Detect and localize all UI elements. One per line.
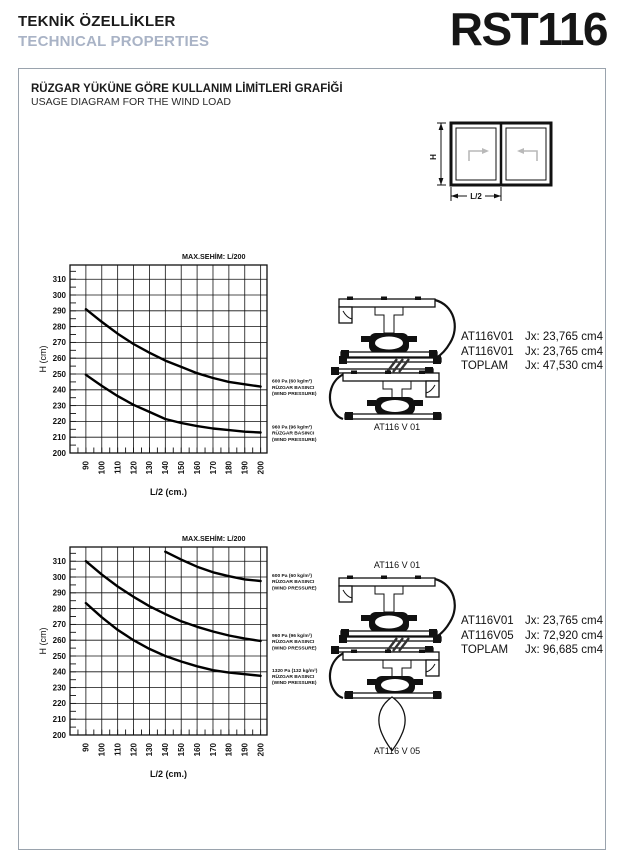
inertia-row bbox=[461, 330, 603, 345]
inertia-value: Jx: 23,765 cm4 bbox=[525, 615, 603, 627]
inertia-values-1 bbox=[461, 330, 603, 374]
svg-text:L/2 (cm.): L/2 (cm.) bbox=[149, 769, 188, 779]
inertia-row bbox=[461, 614, 603, 629]
wind-load-chart-2 bbox=[37, 531, 329, 783]
svg-text:960 Pa (96 kg/m²): 960 Pa (96 kg/m²) bbox=[272, 634, 312, 639]
svg-text:140: 140 bbox=[161, 743, 171, 757]
svg-text:180: 180 bbox=[224, 461, 234, 475]
svg-text:310: 310 bbox=[52, 557, 66, 567]
svg-text:RÜZGAR BASINCI: RÜZGAR BASINCI bbox=[272, 431, 315, 437]
svg-text:RÜZGAR BASINCI: RÜZGAR BASINCI bbox=[272, 674, 315, 680]
svg-text:280: 280 bbox=[52, 604, 66, 614]
svg-text:310: 310 bbox=[52, 275, 66, 285]
profile-code: AT116V01 bbox=[461, 345, 514, 358]
svg-text:(WIND PRESSURE): (WIND PRESSURE) bbox=[272, 681, 317, 687]
svg-text:H (cm): H (cm) bbox=[38, 627, 48, 655]
section-title-tr: RÜZGAR YÜKÜNE GÖRE KULLANIM LİMİTLERİ GRAFİĞİ bbox=[31, 83, 343, 95]
svg-text:300: 300 bbox=[52, 572, 66, 582]
profile-caption-1: AT116 V 01 bbox=[373, 422, 421, 432]
svg-text:200: 200 bbox=[256, 461, 266, 475]
svg-text:190: 190 bbox=[240, 461, 250, 475]
svg-text:(WIND PRESSURE): (WIND PRESSURE) bbox=[272, 437, 317, 443]
svg-text:RÜZGAR BASINCI: RÜZGAR BASINCI bbox=[272, 580, 315, 586]
svg-text:170: 170 bbox=[208, 461, 218, 475]
svg-text:190: 190 bbox=[240, 743, 250, 757]
profile-section-drawing-2 bbox=[327, 574, 467, 744]
svg-text:290: 290 bbox=[52, 588, 66, 598]
profile-caption-2-bottom: AT116 V 05 bbox=[373, 746, 421, 756]
svg-text:MAX.SEHİM: L/200: MAX.SEHİM: L/200 bbox=[182, 252, 246, 261]
svg-text:200: 200 bbox=[52, 730, 66, 740]
total-label: TOPLAM bbox=[461, 360, 509, 372]
svg-text:250: 250 bbox=[52, 651, 66, 661]
svg-text:120: 120 bbox=[129, 461, 139, 475]
window-schematic bbox=[429, 117, 563, 209]
svg-text:160: 160 bbox=[192, 461, 202, 475]
svg-text:100: 100 bbox=[97, 461, 107, 475]
svg-text:130: 130 bbox=[145, 461, 155, 475]
content-frame bbox=[18, 68, 606, 850]
svg-text:260: 260 bbox=[52, 636, 66, 646]
total-label: TOPLAM bbox=[461, 644, 509, 656]
svg-text:220: 220 bbox=[52, 699, 66, 709]
reinforcement-fin bbox=[379, 697, 405, 751]
svg-text:130: 130 bbox=[145, 743, 155, 757]
svg-text:270: 270 bbox=[52, 338, 66, 348]
profile-code: AT116V01 bbox=[461, 615, 514, 627]
profile-code: AT116V01 bbox=[461, 331, 514, 343]
svg-text:160: 160 bbox=[192, 743, 202, 757]
inertia-row bbox=[461, 629, 603, 644]
width-dimension-label: L/2 bbox=[470, 192, 482, 201]
svg-text:280: 280 bbox=[52, 322, 66, 332]
svg-text:RÜZGAR BASINCI: RÜZGAR BASINCI bbox=[272, 640, 315, 646]
svg-text:100: 100 bbox=[97, 743, 107, 757]
svg-text:600 Pa (60 kg/m²): 600 Pa (60 kg/m²) bbox=[272, 573, 312, 579]
profile-section-drawing-1 bbox=[327, 295, 467, 420]
svg-text:170: 170 bbox=[208, 743, 218, 757]
svg-text:H (cm): H (cm) bbox=[38, 345, 48, 373]
svg-text:MAX.SEHİM: L/200: MAX.SEHİM: L/200 bbox=[182, 534, 246, 543]
profile-code: AT116V05 bbox=[461, 629, 514, 642]
inertia-row-total bbox=[461, 643, 603, 658]
svg-text:260: 260 bbox=[52, 354, 66, 364]
svg-text:300: 300 bbox=[52, 290, 66, 300]
height-dimension bbox=[429, 123, 446, 185]
inertia-total-value: Jx: 47,530 cm4 bbox=[525, 360, 603, 372]
svg-text:960 Pa (96 kg/m²): 960 Pa (96 kg/m²) bbox=[272, 425, 312, 431]
inertia-row bbox=[461, 345, 603, 360]
svg-text:180: 180 bbox=[224, 743, 234, 757]
width-dimension bbox=[451, 187, 501, 201]
section-title-en: USAGE DIAGRAM FOR THE WIND LOAD bbox=[31, 96, 231, 108]
svg-text:90: 90 bbox=[81, 461, 91, 470]
svg-text:250: 250 bbox=[52, 369, 66, 379]
svg-text:L/2 (cm.): L/2 (cm.) bbox=[149, 487, 188, 497]
svg-text:200: 200 bbox=[52, 448, 66, 458]
inertia-value: Jx: 72,920 cm4 bbox=[525, 629, 603, 642]
inertia-value: Jx: 23,765 cm4 bbox=[525, 331, 603, 343]
svg-text:210: 210 bbox=[52, 433, 66, 443]
svg-text:240: 240 bbox=[52, 385, 66, 395]
page-subtitle: TECHNICAL PROPERTIES bbox=[18, 33, 210, 50]
inertia-values-2 bbox=[461, 614, 603, 658]
inertia-row-total bbox=[461, 359, 603, 374]
svg-text:210: 210 bbox=[52, 715, 66, 725]
page-title: TEKNİK ÖZELLİKLER bbox=[18, 13, 176, 30]
svg-text:270: 270 bbox=[52, 620, 66, 630]
svg-text:110: 110 bbox=[113, 743, 123, 756]
svg-text:(WIND PRESSURE): (WIND PRESSURE) bbox=[272, 646, 317, 652]
svg-text:220: 220 bbox=[52, 417, 66, 427]
profile-caption-2-top: AT116 V 01 bbox=[373, 560, 421, 570]
section-title bbox=[31, 83, 343, 109]
svg-text:(WIND PRESSURE): (WIND PRESSURE) bbox=[272, 392, 317, 398]
svg-text:120: 120 bbox=[129, 743, 139, 757]
svg-text:90: 90 bbox=[81, 743, 91, 752]
wind-load-chart-1 bbox=[37, 249, 329, 501]
svg-text:150: 150 bbox=[177, 743, 187, 757]
height-dimension-label: H bbox=[429, 154, 438, 160]
svg-text:(WIND PRESSURE): (WIND PRESSURE) bbox=[272, 586, 317, 592]
svg-text:290: 290 bbox=[52, 306, 66, 316]
svg-text:110: 110 bbox=[113, 461, 123, 474]
svg-text:1320 Pa (132 kg/m²): 1320 Pa (132 kg/m²) bbox=[272, 668, 318, 674]
svg-text:150: 150 bbox=[177, 461, 187, 475]
svg-text:140: 140 bbox=[161, 461, 171, 475]
inertia-total-value: Jx: 96,685 cm4 bbox=[525, 644, 603, 656]
svg-text:200: 200 bbox=[256, 743, 266, 757]
svg-text:230: 230 bbox=[52, 401, 66, 411]
product-code: RST116 bbox=[449, 3, 607, 55]
svg-text:230: 230 bbox=[52, 683, 66, 693]
svg-text:240: 240 bbox=[52, 667, 66, 677]
svg-text:RÜZGAR BASINCI: RÜZGAR BASINCI bbox=[272, 385, 315, 391]
svg-text:600 Pa (60 kg/m²): 600 Pa (60 kg/m²) bbox=[272, 379, 312, 385]
inertia-value: Jx: 23,765 cm4 bbox=[525, 345, 603, 358]
